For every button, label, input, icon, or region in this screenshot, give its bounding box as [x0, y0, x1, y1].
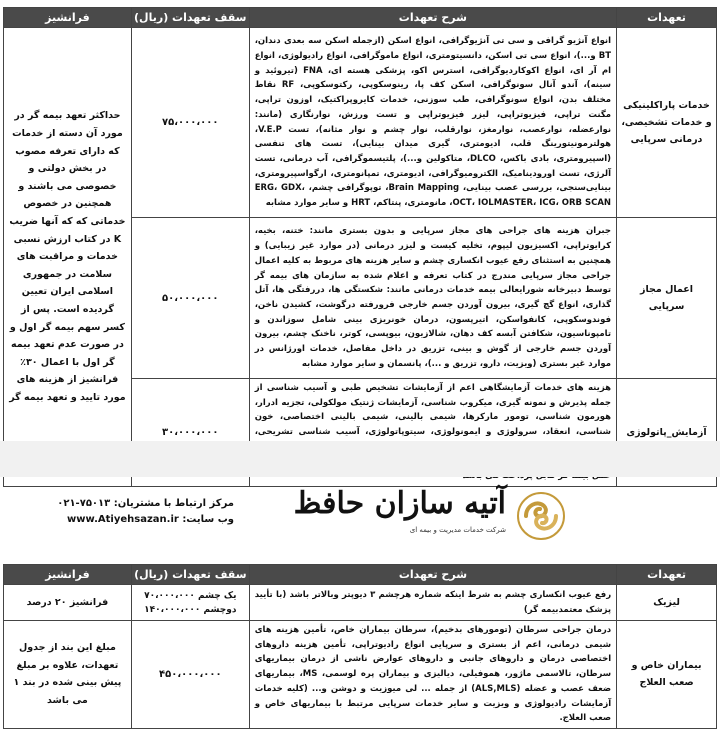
row-description: انواع آنژیو گرافی و سی تی آنژیوگرافی، انواع اسکن (ازجمله اسکن سه بعدی دندان، BT و...)، انواع سی تی اسکن، دانسیتومتری، انواع ماموگرافی، انواع رادیولوژی، انواع ام آر ای، انواع اکوکاردیوگرافی، استرس اکو، پزشکی هسته ای، FNA (تیروئید و سینه)، آندو آنال سونوگرافی، اسکن کف پا، رینوسکوپی، رکتوسکوپی، RF نقاط مختلف بدن، انواع سونوگرافی، طب سوزنی، خدمات کایروپراکتیک، اوزون تراپی، مگنت تراپی، فیزیوتراپی، لیزر فیزیوتراپی و تست ورزش، نوارنگاری (مانند: نوارعضله، نوارعصب، نوارمغز، نوارقلب، نوار چشم و نوار مثانه)، تست V.E.P، هولترمونیتورینگ قلب، ادیومتری، گیری میدان بینایی)، تست های تنفسی (اسپیرومتری، بادی باکس، DLCO، متاکولین و...)، پلتیسموگرافی، آب درمانی، تست آلرژی، تست اورودینامیک، الکترومیوگرافی، ادیومتری، تمپانومتری، ارگواسپیرومتری، بینایی‌سنجی، بررسی عصب بینایی، Brain Mapping، توپوگرافی چشم، ERG، GDX، OCT، IOLMASTER، ICG، ORB SCAN، مانومتری، پنتاکم، HRT و سایر موارد مشابه [249, 28, 616, 218]
row-ceiling [131, 585, 249, 621]
coverage-table-2 [3, 564, 717, 729]
deductible-note: حداکثر تعهد بیمه گر در مورد آن دسته از خدمات که دارای تعرفه مصوب در بخش دولتی و خصوصی می باشند و همچنین در خصوص خدماتی که که آنها ضریب K در کتاب ارزش نسبی خدمات و مراقبت های سلامت در جمهوری اسلامی ایران تعیین گردیده است. پس از کسر سهم بیمه گر اول و در صورت عدم تعهد بیمه گر اول با اعمال ۳۰٪ فرانشیز از هزینه های مورد تایید و تعهد بیمه گر [4, 28, 132, 487]
logo-wordmark: آتیه سازان حافظ [293, 486, 506, 521]
table-header-row [4, 8, 717, 28]
table-row [4, 585, 717, 621]
row-ceiling: ۷۵،۰۰۰،۰۰۰ [131, 28, 249, 218]
logo-tagline: شرکت خدمات مدیریت و بیمه ای [409, 526, 506, 534]
header-category: تعهدات [617, 8, 717, 28]
coverage-table-1 [3, 7, 717, 487]
logo-emblem-icon [512, 490, 570, 542]
row-category: خدمات پاراکلینیکی و خدمات تشخیصی، درمانی سرپایی [617, 28, 717, 218]
ceiling-two-eyes: دوچشم ۱۴۰،۰۰۰،۰۰۰ [144, 604, 237, 615]
row-description: رفع عیوب انکساری چشم به شرط اینکه شماره هرچشم ۳ دیوپتر وبالاتر باشد (با تأیید پزشک معتمدبیمه گر) [249, 585, 616, 621]
row-ceiling: ۵۰،۰۰۰،۰۰۰ [131, 218, 249, 379]
header-description: شرح تعهدات [249, 8, 616, 28]
row-description: هزینه های خدمات آزمایشگاهی اعم از آزمایشات تشخیص طبی و آسیب شناسی از جمله پذیرش و نمونه گیری، میکروب شناسی، آزمایشات ژنتیک مولکولی، تجزیه ادرار، هورمون شناسی، تومور مارکرها، شیمی بالینی، شیمی بالینی اختصاصی، خون شناسی، انعقاد، سرولوژی و ایمونولوژی، سیتوپاتولوژی، آسیب شناسی تشریحی، [249, 379, 616, 487]
row-deductible: مبلغ این بند از جدول تعهدات، علاوه بر مبلغ پیش بینی شده در بند ۱ می باشد [4, 621, 132, 729]
contact-center-label: مرکز ارتباط با مشتریان: [113, 498, 234, 509]
contact-site-line [14, 512, 234, 528]
table-row [4, 621, 717, 729]
header-description: شرح تعهدات [249, 565, 616, 585]
header-ceiling: سقف تعهدات (ریال) [131, 8, 249, 28]
header-category: تعهدات [617, 565, 717, 585]
contact-phone-line [14, 496, 234, 512]
row-ceiling: ۴۵۰،۰۰۰،۰۰۰ [131, 621, 249, 729]
ceiling-one-eye: یک چشم ۷۰،۰۰۰،۰۰۰ [144, 590, 237, 601]
row-category: بیماران خاص و صعب العلاج [617, 621, 717, 729]
row-category: آزمایش_پاتولوژی [617, 379, 717, 487]
page-separator [0, 441, 720, 477]
contact-site-label: وب سایت: [182, 514, 234, 525]
row-description: درمان جراحی سرطان (تومورهای بدخیم)، سرطان بیماران خاص، تأمین هزینه های شیمی درمانی، اعم از بستری و سرپایی انواع رادیوتراپی، تأمین هزینه داروهای اختصاصی درمان و داروهای جانبی و داروهای عوارض ناشی از درمان بیماریهای سرطان، تالاسمی ماژور، هموفیلی، دیالیزی و بیماران پره لوسمی، MS، بیماریهای ضعف عصب و عضله (ALS,MLS) از جمله ... لی میوزیت و دوشن و... (کلیه خدمات آزمایشات رادیولوژی و ویزیت و سایر خدمات سرپایی مرتبط با بیماریهای خاص و صعب العلاج. [249, 621, 616, 729]
row-category: اعمال مجاز سرپایی [617, 218, 717, 379]
header-deductible: فرانشیز [4, 565, 132, 585]
contact-info [14, 496, 234, 528]
header-ceiling: سقف تعهدات (ریال) [131, 565, 249, 585]
header-deductible: فرانشیز [4, 8, 132, 28]
table-row [4, 28, 717, 218]
row-deductible: فرانشیز ۲۰ درصد [4, 585, 132, 621]
row-description: جبران هزینه های جراحی های مجاز سرپایی و بدون بستری مانند: ختنه، بخیه، کرایوتراپی، اکسیزیون لیپوم، تخلیه کیست و لیزر درمانی (در موارد غیر زیبایی) و همچنین به استثنای رفع عیوب انکساری چشم و سایر هزینه های مربوط به کلیه اعمال جراحی مجاز سرپایی مندرج در کتاب تعرفه و اعلام شده به سازمان های بیمه گر توسط دبیرخانه شورایعالی بیمه خدمات درمانی مانند: شکستگی ها، دررفتگی ها، آتل گذاری، انواع گچ گیری، بیرون آوردن جسم خارجی فرورفته درگوشت، کشیدن ناخن، فوندوسکوپی، کانفواسکن، اتیرپسون، درمان خونریزی بینی شامل سوزاندن و تامپوناسیون، شکافتن آبسه کف دهان، شالازیون، بیوپسی، کوتر، ناخنک چشم، بیرون آوردن جسم خارجی از گوش و بینی، تزریق در داخل مفاصل، خدمات اورژانس در موارد غیر بستری (ویزیت، دارو، تزریق و ...)، پانسمان و سایر موارد مشابه [249, 218, 616, 379]
company-logo [293, 486, 570, 548]
table-header-row [4, 565, 717, 585]
row-ceiling: ۳۰،۰۰۰،۰۰۰ [131, 379, 249, 487]
contact-website-link[interactable]: www.Atiyehsazan.ir [67, 514, 179, 525]
row-category: لیزیک [617, 585, 717, 621]
contact-phone: ۰۲۱-۷۵۰۱۳ [57, 498, 111, 509]
